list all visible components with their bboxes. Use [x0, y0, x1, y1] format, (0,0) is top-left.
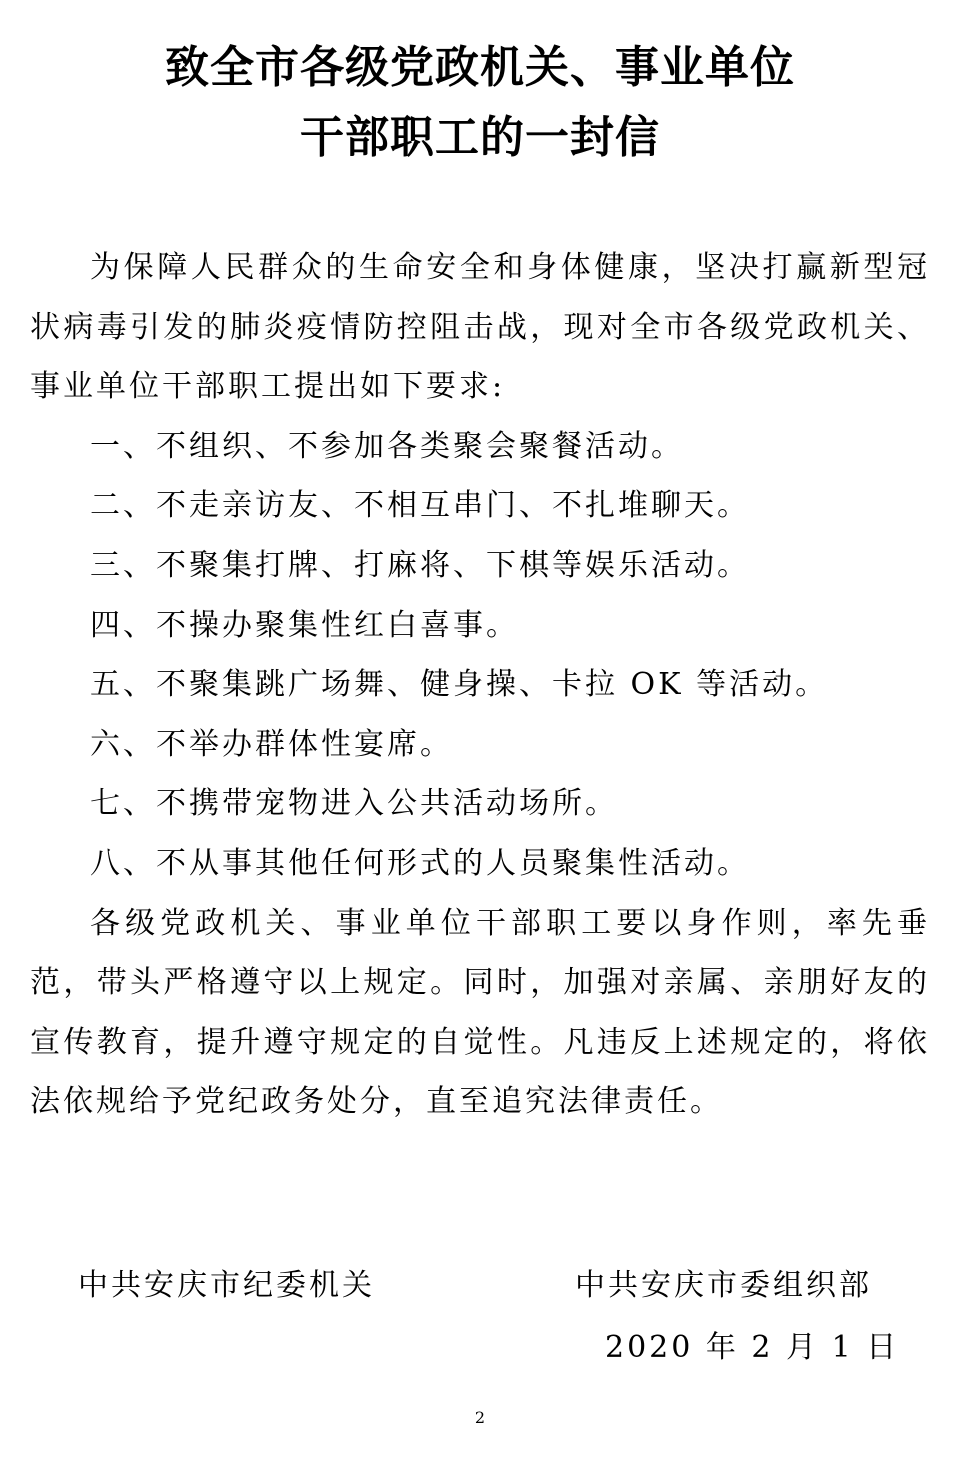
signing-date: 2020 年 2 月 1 日 — [605, 1330, 900, 1365]
requirement-item-2: 二、不走亲访友、不相互串门、不扎堆聊天。 — [90, 488, 750, 524]
requirement-item-5: 五、不聚集跳广场舞、健身操、卡拉 OK 等活动。 — [90, 667, 829, 703]
signatory-discipline-commission: 中共安庆市纪委机关 — [78, 1268, 375, 1303]
requirement-item-8: 八、不从事其他任何形式的人员聚集性活动。 — [90, 845, 750, 881]
requirement-item-1: 一、不组织、不参加各类聚会聚餐活动。 — [90, 428, 684, 464]
requirement-item-4: 四、不操办聚集性红白喜事。 — [90, 607, 519, 643]
letter-body — [30, 238, 930, 1132]
intro-paragraph: 为保障人民群众的生命安全和身体健康，坚决打赢新型冠状病毒引发的肺炎疫情防控阻击战，现对全市各级党政机关、事业单位干部职工提出如下要求: — [30, 250, 930, 405]
signatory-organization-department: 中共安庆市委组织部 — [575, 1268, 872, 1303]
closing-paragraph: 各级党政机关、事业单位干部职工要以身作则，率先垂范，带头严格遵守以上规定。同时，加强对亲属、亲朋好友的宣传教育，提升遵守规定的自觉性。凡违反上述规定的，将依法依规给予党纪政务处分，直至追究法律责任。 — [30, 905, 930, 1120]
requirement-item-7: 七、不携带宠物进入公共活动场所。 — [90, 786, 618, 822]
document-title-line-1: 致全市各级党政机关、事业单位 — [165, 42, 795, 93]
document-title-line-2: 干部职工的一封信 — [300, 112, 660, 163]
page-number: 2 — [474, 1408, 486, 1427]
requirement-item-6: 六、不举办群体性宴席。 — [90, 726, 453, 762]
requirement-item-3: 三、不聚集打牌、打麻将、下棋等娱乐活动。 — [90, 547, 750, 583]
